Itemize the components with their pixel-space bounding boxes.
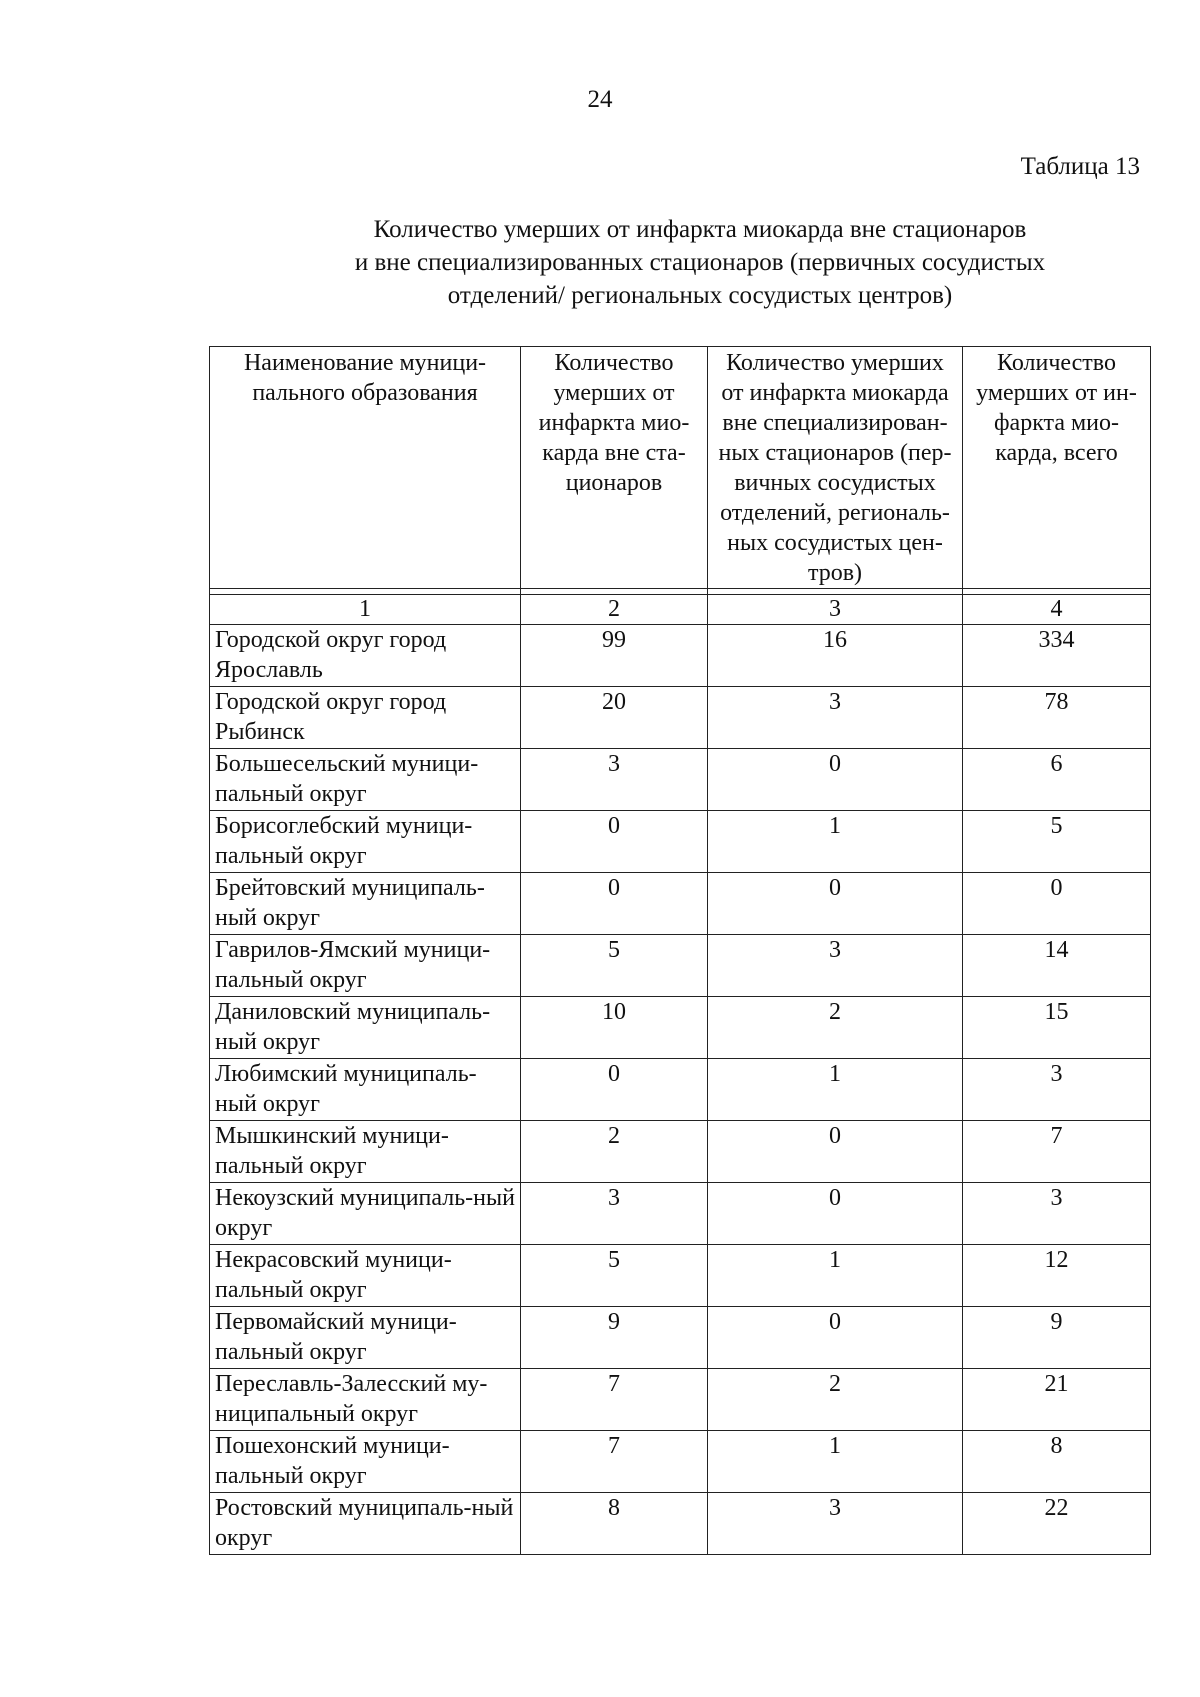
header-outside-specialized: Количество умерших от инфаркта миокарда вне специализирован-ных стационаров (пер-вичных сосудистых отделений, региональ-ных сосудистых цен-тров) [708,347,963,589]
deaths-outside-hospitals: 8 [521,1493,708,1555]
deaths-outside-hospitals: 3 [521,1183,708,1245]
table-label: Таблица 13 [1020,153,1140,180]
header-row [210,347,1151,589]
table-row [210,1059,1151,1121]
deaths-outside-hospitals: 2 [521,1121,708,1183]
municipality-name: Мышкинский муници-пальный округ [210,1121,521,1183]
deaths-outside-hospitals: 0 [521,1059,708,1121]
table-row [210,625,1151,687]
deaths-total: 8 [963,1431,1151,1493]
deaths-outside-hospitals: 99 [521,625,708,687]
title-line: Количество умерших от инфаркта миокарда вне стационаров [373,216,1027,243]
deaths-total: 5 [963,811,1151,873]
municipality-name: Ростовский муниципаль-ный округ [210,1493,521,1555]
deaths-outside-specialized: 2 [708,997,963,1059]
deaths-outside-specialized: 3 [708,687,963,749]
table-row [210,1369,1151,1431]
deaths-outside-hospitals: 5 [521,935,708,997]
municipality-name: Гаврилов-Ямский муници-пальный округ [210,935,521,997]
deaths-outside-specialized: 16 [708,625,963,687]
deaths-outside-hospitals: 0 [521,811,708,873]
deaths-total: 7 [963,1121,1151,1183]
deaths-total: 6 [963,749,1151,811]
table-row [210,1307,1151,1369]
municipality-name: Городской округ город Рыбинск [210,687,521,749]
deaths-outside-hospitals: 7 [521,1369,708,1431]
municipality-name: Брейтовский муниципаль-ный округ [210,873,521,935]
deaths-outside-hospitals: 3 [521,749,708,811]
municipality-name: Переславль-Залесский му-ниципальный округ [210,1369,521,1431]
municipality-name: Любимский муниципаль-ный округ [210,1059,521,1121]
deaths-outside-hospitals: 20 [521,687,708,749]
table-row [210,1245,1151,1307]
table-row [210,749,1151,811]
deaths-total: 78 [963,687,1151,749]
column-numbers-row [210,595,1151,625]
deaths-outside-specialized: 2 [708,1369,963,1431]
deaths-outside-specialized: 1 [708,1245,963,1307]
header-total: Количество умерших от ин-фаркта мио-карда, всего [963,347,1151,589]
table-row [210,687,1151,749]
column-number: 2 [521,595,708,625]
table-row [210,1431,1151,1493]
table-row [210,1121,1151,1183]
table-row [210,1493,1151,1555]
deaths-outside-specialized: 3 [708,1493,963,1555]
table-row [210,1183,1151,1245]
deaths-outside-specialized: 0 [708,1183,963,1245]
table-row [210,997,1151,1059]
deaths-total: 9 [963,1307,1151,1369]
municipality-name: Даниловский муниципаль-ный округ [210,997,521,1059]
header-outside-hospitals: Количество умерших от инфаркта мио-карда вне ста-ционаров [521,347,708,589]
municipality-name: Большесельский муници-пальный округ [210,749,521,811]
table-row [210,935,1151,997]
deaths-outside-specialized: 1 [708,811,963,873]
column-number: 1 [210,595,521,625]
deaths-total: 21 [963,1369,1151,1431]
deaths-total: 334 [963,625,1151,687]
title-line: отделений/ региональных сосудистых центров) [447,282,953,309]
deaths-outside-specialized: 3 [708,935,963,997]
deaths-outside-specialized: 0 [708,749,963,811]
deaths-outside-specialized: 1 [708,1059,963,1121]
deaths-outside-hospitals: 7 [521,1431,708,1493]
deaths-total: 15 [963,997,1151,1059]
column-number: 3 [708,595,963,625]
deaths-outside-specialized: 1 [708,1431,963,1493]
header-municipality: Наименование муници-пального образования [210,347,521,589]
deaths-total: 12 [963,1245,1151,1307]
deaths-total: 22 [963,1493,1151,1555]
deaths-outside-hospitals: 0 [521,873,708,935]
mortality-table [209,346,1151,1555]
municipality-name: Некоузский муниципаль-ный округ [210,1183,521,1245]
deaths-total: 14 [963,935,1151,997]
deaths-total: 3 [963,1059,1151,1121]
municipality-name: Борисоглебский муници-пальный округ [210,811,521,873]
deaths-total: 3 [963,1183,1151,1245]
deaths-outside-hospitals: 9 [521,1307,708,1369]
column-number: 4 [963,595,1151,625]
table-title [200,213,1200,312]
deaths-outside-specialized: 0 [708,1121,963,1183]
page-number: 24 [587,86,613,113]
table-row [210,873,1151,935]
municipality-name: Первомайский муници-пальный округ [210,1307,521,1369]
deaths-outside-specialized: 0 [708,873,963,935]
municipality-name: Пошехонский муници-пальный округ [210,1431,521,1493]
title-line: и вне специализированных стационаров (первичных сосудистых [354,249,1046,276]
municipality-name: Городской округ город Ярославль [210,625,521,687]
municipality-name: Некрасовский муници-пальный округ [210,1245,521,1307]
deaths-total: 0 [963,873,1151,935]
deaths-outside-specialized: 0 [708,1307,963,1369]
deaths-outside-hospitals: 5 [521,1245,708,1307]
deaths-outside-hospitals: 10 [521,997,708,1059]
table-row [210,811,1151,873]
